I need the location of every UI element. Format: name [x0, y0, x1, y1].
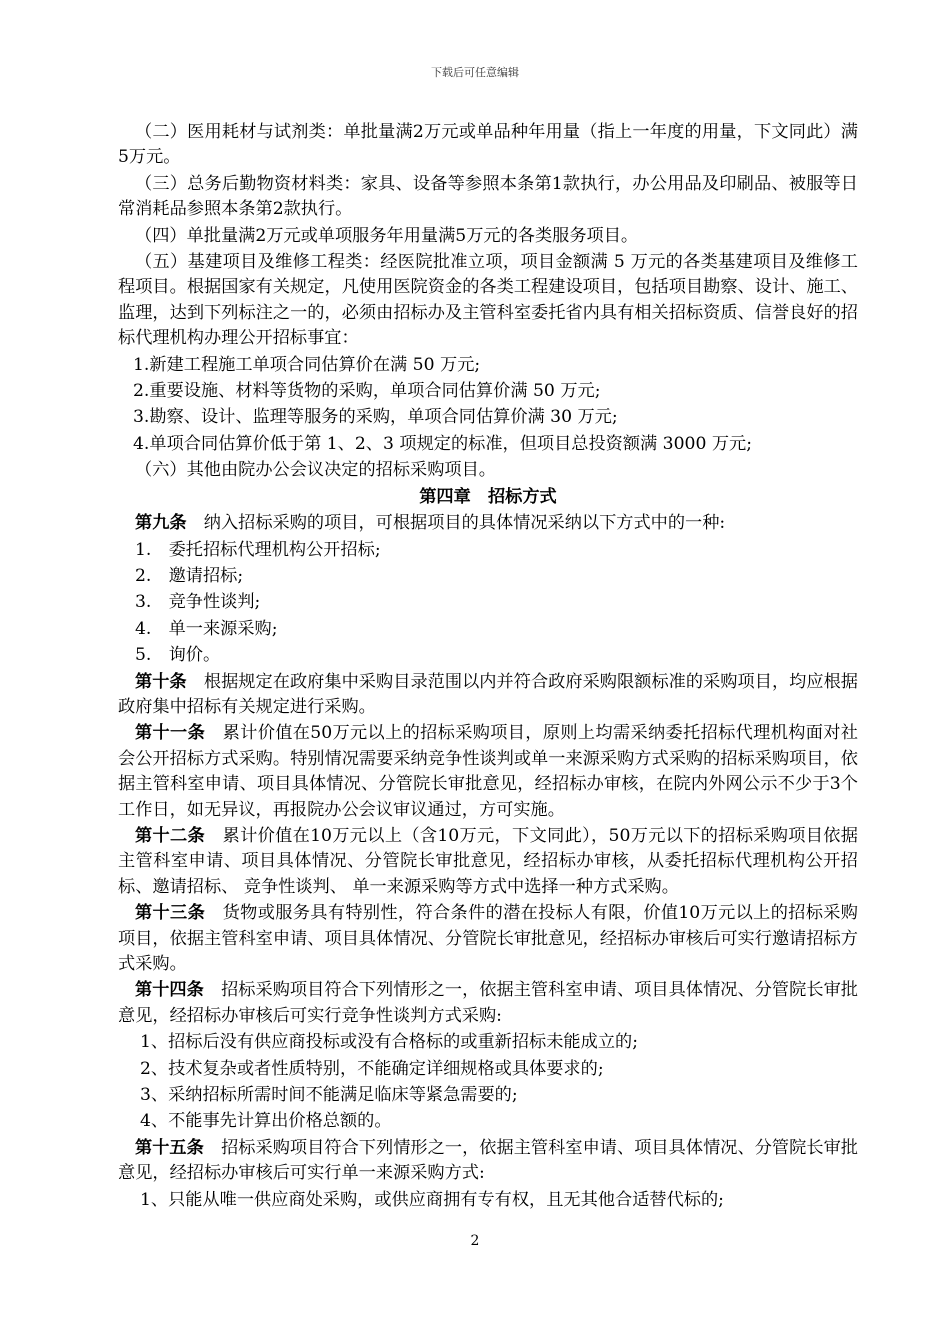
paragraph: （三）总务后勤物资材料类：家具、设备等参照本条第1款执行，办公用品及印刷品、被服等日常消耗品参照本条第2款执行。: [118, 173, 858, 220]
list-item: 2. 邀请招标;: [135, 565, 244, 586]
article-number: 第十五条: [135, 1137, 204, 1158]
article-text: 货物或服务具有特别性，符合条件的潜在投标人有限，价值10万元以上的招标采购项目，依据主管科室申请、项目具体情况、分管院长审批意见，经招标办审核后可实行邀请招标方式采购。: [118, 903, 858, 974]
paragraph: （六）其他由院办公会议决定的招标采购项目。: [135, 460, 496, 481]
article-number: 第十二条: [135, 825, 206, 846]
list-item: 1.新建工程施工单项合同估算价在满 50 万元;: [133, 354, 481, 375]
list-item: 2.重要设施、材料等货物的采购，单项合同估算价满 50 万元;: [133, 381, 601, 402]
list-item: 3、采纳招标所需时间不能满足临床等紧急需要的;: [140, 1085, 518, 1106]
list-item: 4.单项合同估算价低于第 1、2、3 项规定的标准，但项目总投资额满 3000 万元;: [133, 433, 753, 454]
list-item: 3.勘察、设计、监理等服务的采购，单项合同估算价满 30 万元;: [133, 407, 618, 428]
list-item: 4. 单一来源采购;: [135, 618, 278, 639]
list-item: 4、不能事先计算出价格总额的。: [140, 1111, 392, 1132]
article-text: 累计价值在10万元以上（含10万元，下文同此），50万元以下的招标采购项目依据主管科室申请、项目具体情况、分管院长审批意见，经招标办审核，从委托招标代理机构公开招标、邀请招标、 竞争性谈判、 单一来源采购等方式中选择一种方式采购。: [118, 825, 858, 897]
list-item: 1、只能从唯一供应商处采购，或供应商拥有专有权，且无其他合适替代标的;: [140, 1189, 724, 1210]
article-number: 第十四条: [135, 980, 204, 1001]
article-text: 根据规定在政府集中采购目录范围以内并符合政府采购限额标准的采购项目，均应根据政府集中招标有关规定进行采购。: [118, 671, 858, 717]
article-number: 第十条: [135, 671, 187, 692]
list-item: 2、技术复杂或者性质特别，不能确定详细规格或具体要求的;: [140, 1058, 604, 1079]
page-number: 2: [470, 1233, 480, 1249]
list-item: 1、招标后没有供应商投标或没有合格标的或重新招标未能成立的;: [140, 1032, 638, 1053]
paragraph: （五）基建项目及维修工程类：经医院批准立项，项目金额满 5 万元的各类基建项目及维修工程项目。根据国家有关规定，凡使用医院资金的各类工程建设项目，包括项目勘察、设计、施工、监理，达到下列标注之一的，必须由招标办及主管科室委托省内具有相关招标资质、信誉良好的招标代理机构办理公开招标事宜：: [118, 252, 858, 349]
chapter-heading: 第四章 招标方式: [419, 486, 557, 507]
article-text: 累计价值在50万元以上的招标采购项目，原则上均需采纳委托招标代理机构面对社会公开招标方式采购。特别情况需要采纳竞争性谈判或单一来源采购方式采购的招标采购项目，依据主管科室申请、项目具体情况、分管院长审批意见，经招标办审核，在院内外网公示不少于3个工作日，如无异议，再报院办公会议审议通过，方可实施。: [118, 723, 858, 820]
article-number: 第十一条: [135, 723, 206, 744]
list-item: 5. 询价。: [135, 645, 221, 666]
list-item: 1. 委托招标代理机构公开招标;: [135, 539, 381, 560]
article-text: 纳入招标采购的项目，可根据项目的具体情况采纳以下方式中的一种:: [186, 513, 726, 534]
page-header: 下载后可任意编辑: [431, 66, 519, 79]
article-number: 第九条: [135, 513, 187, 534]
article-text: 招标采购项目符合下列情形之一，依据主管科室申请、项目具体情况、分管院长审批意见，经招标办审核后可实行竞争性谈判方式采购:: [118, 980, 858, 1026]
article-text: 招标采购项目符合下列情形之一，依据主管科室申请、项目具体情况、分管院长审批意见，经招标办审核后可实行单一来源采购方式:: [118, 1137, 858, 1184]
paragraph: （四）单批量满2万元或单项服务年用量满5万元的各类服务项目。: [135, 225, 639, 246]
article-number: 第十三条: [135, 903, 206, 924]
paragraph: （二）医用耗材与试剂类：单批量满2万元或单品种年用量（指上一年度的用量，下文同此）满5万元。: [118, 122, 858, 168]
document-body: [118, 120, 858, 1213]
list-item: 3. 竞争性谈判;: [135, 592, 261, 613]
